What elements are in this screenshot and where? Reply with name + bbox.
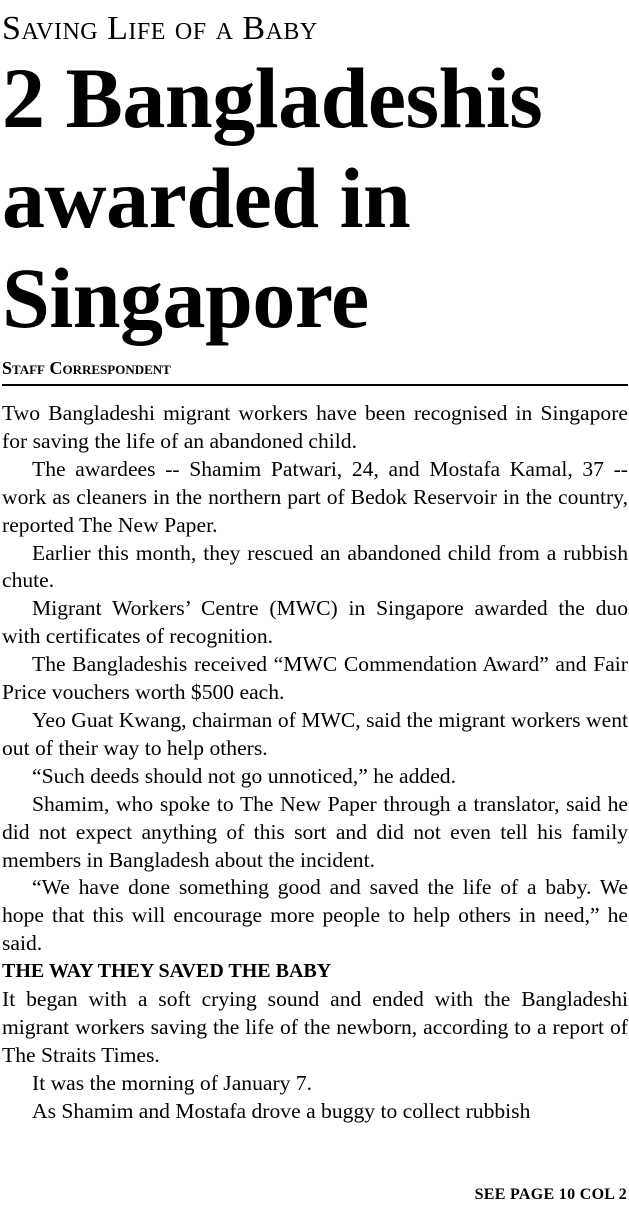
paragraph: As Shamim and Mostafa drove a buggy to collect rubbish xyxy=(32,1098,531,1123)
byline: Staff Correspondent xyxy=(2,358,628,386)
article-body xyxy=(2,400,628,1126)
headline: 2 Bangladeshis awarded in Singapore xyxy=(2,50,543,346)
paragraph: Earlier this month, they rescued an abandoned child from a rubbish chute. xyxy=(2,540,628,593)
continuation-jump-line: SEE PAGE 10 COL 2 xyxy=(474,1186,627,1203)
paragraph: “We have done something good and saved the life of a baby. We hope that this will encourage more people to help others in need,” he said. xyxy=(2,875,628,956)
news-article xyxy=(2,0,628,1126)
paragraph: “Such deeds should not go unnoticed,” he added. xyxy=(32,763,456,788)
paragraph: Two Bangladeshi migrant workers have been recognised in Singapore for saving the life of an abandoned child. xyxy=(2,401,628,453)
paragraph: The awardees -- Shamim Patwari, 24, and Mostafa Kamal, 37 -- work as cleaners in the northern part of Bedok Reservoir in the country, reported The New Paper. xyxy=(2,456,628,537)
paragraph: Migrant Workers’ Centre (MWC) in Singapore awarded the duo with certificates of recognition. xyxy=(2,596,628,649)
paragraph: Yeo Guat Kwang, chairman of MWC, said the migrant workers went out of their way to help others. xyxy=(2,707,628,760)
section-subhead: THE WAY THEY SAVED THE BABY xyxy=(2,960,332,983)
kicker: Saving Life of a Baby xyxy=(2,10,318,47)
paragraph: It was the morning of January 7. xyxy=(32,1070,313,1095)
paragraph: The Bangladeshis received “MWC Commendation Award” and Fair Price vouchers worth $500 each. xyxy=(2,652,628,705)
paragraph: Shamim, who spoke to The New Paper through a translator, said he did not expect anything of this sort and did not even tell his family members in Bangladesh about the incident. xyxy=(2,791,628,872)
paragraph: It began with a soft crying sound and ended with the Bangladeshi migrant workers saving the life of the newborn, according to a report of The Straits Times. xyxy=(2,987,628,1067)
